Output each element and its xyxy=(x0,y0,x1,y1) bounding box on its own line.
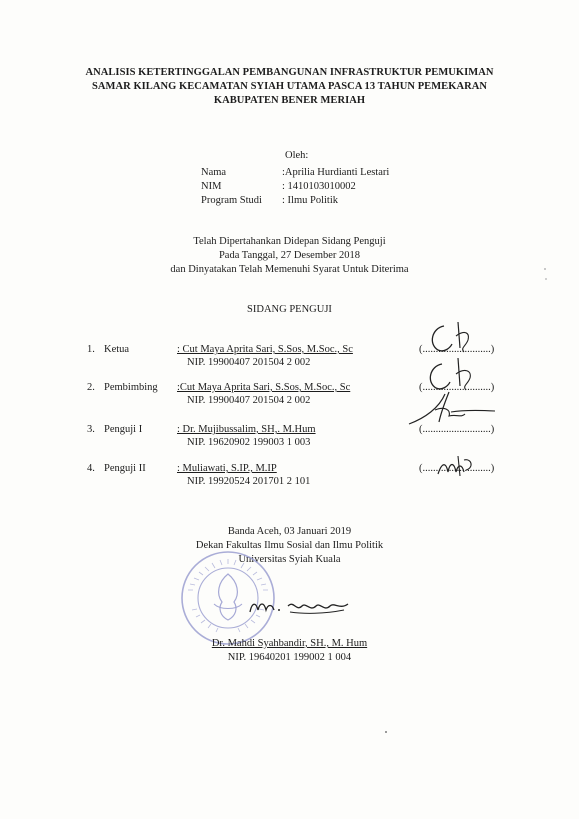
dean-name-wrap xyxy=(0,638,579,649)
member-1-signature-line: (..........................) xyxy=(419,344,495,355)
member-4-signature-line: (..........................) xyxy=(419,463,495,474)
signature-ketua xyxy=(420,318,500,358)
member-2-role: Pembimbing xyxy=(104,382,158,393)
title-line-3: KABUPATEN BENER MERIAH xyxy=(213,95,366,106)
name-label: Nama xyxy=(201,167,227,178)
program-label: Program Studi xyxy=(201,195,262,206)
signature-dean xyxy=(244,590,354,624)
member-4-name: : Muliawati, S.IP., M.IP xyxy=(177,463,277,474)
member-3-name: : Dr. Mujibussalim, SH,. M.Hum xyxy=(177,424,316,435)
member-1-nip: NIP. 19900407 201504 2 002 xyxy=(187,357,311,368)
title-line-1: ANALISIS KETERTINGGALAN PEMBANGUNAN INFRASTRUKTUR PEMUKIMAN xyxy=(85,67,494,78)
approval-place-date: Banda Aceh, 03 Januari 2019 xyxy=(227,526,352,537)
member-2-number: 2. xyxy=(87,382,95,393)
member-3-signature-line: (..........................) xyxy=(419,424,495,435)
scan-speck xyxy=(385,731,387,733)
member-1-name: : Cut Maya Aprita Sari, S.Sos, M.Soc., Sc xyxy=(177,344,353,355)
defense-line-2: Pada Tanggal, 27 Desember 2018 xyxy=(218,250,361,261)
member-2-signature-line: (..........................) xyxy=(419,382,495,393)
member-2-nip: NIP. 19900407 201504 2 002 xyxy=(187,395,311,406)
author-heading: Oleh: xyxy=(285,150,309,161)
defense-line-3: dan Dinyatakan Telah Memenuhi Syarat Untuk Diterima xyxy=(170,264,409,275)
title-line-2: SAMAR KILANG KECAMATAN SYIAH UTAMA PASCA 13 TAHUN PEMEKARAN xyxy=(92,81,487,92)
name-value: :Aprilia Hurdianti Lestari xyxy=(282,167,390,178)
committee-heading: SIDANG PENGUJI xyxy=(247,304,332,315)
member-4-number: 4. xyxy=(87,463,95,474)
approval-position: Dekan Fakultas Ilmu Sosial dan Ilmu Politik xyxy=(195,540,384,551)
defense-line-1: Telah Dipertahankan Didepan Sidang Penguji xyxy=(193,236,386,247)
scan-speck xyxy=(545,278,547,280)
signature-penguji-1 xyxy=(405,388,500,432)
nim-value: : 1410103010002 xyxy=(282,181,356,192)
member-3-nip: NIP. 19620902 199003 1 003 xyxy=(187,437,311,448)
nim-label: NIM xyxy=(201,181,222,192)
member-4-nip: NIP. 19920524 201701 2 101 xyxy=(187,476,311,487)
approval-institution: Universitas Syiah Kuala xyxy=(238,554,341,565)
member-2-name: :Cut Maya Aprita Sari, S.Sos, M.Soc., Sc xyxy=(177,382,351,393)
program-value: : Ilmu Politik xyxy=(282,195,339,206)
signature-penguji-2 xyxy=(430,450,490,484)
dean-name: Dr. Mahdi Syahbandir, SH., M. Hum xyxy=(211,638,368,649)
dean-nip: NIP. 19640201 199002 1 004 xyxy=(227,652,352,663)
scan-speck xyxy=(544,268,546,270)
member-1-role: Ketua xyxy=(104,344,130,355)
member-4-role: Penguji II xyxy=(104,463,146,474)
member-3-number: 3. xyxy=(87,424,95,435)
member-3-role: Penguji I xyxy=(104,424,143,435)
member-1-number: 1. xyxy=(87,344,95,355)
